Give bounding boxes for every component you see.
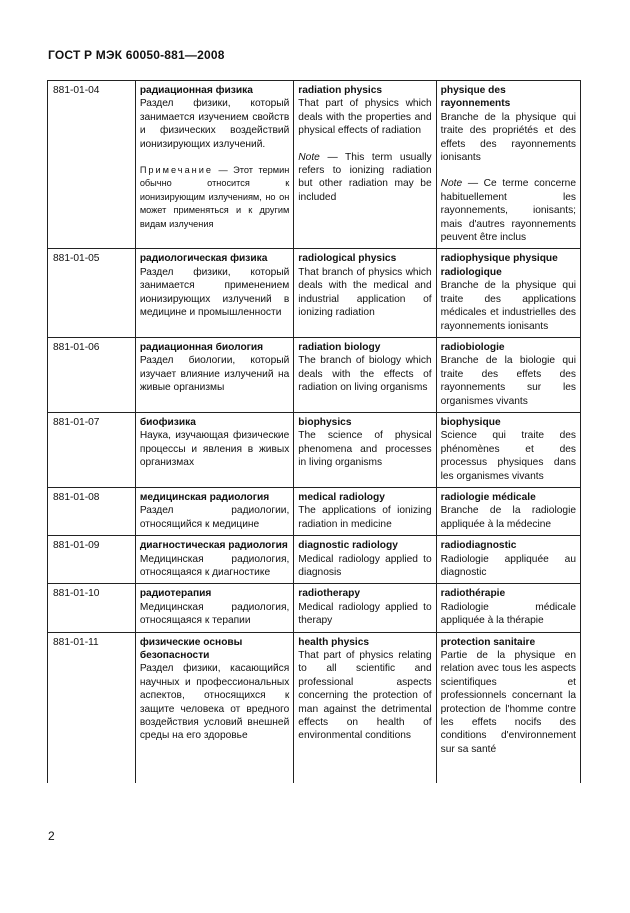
term-cell-fr	[436, 412, 580, 487]
definition-ru: Раздел физики, касающийся научных и профессиональных аспектов, относящихся к защите человека от вредного воздействия условий внешней среды на его здоровье	[139, 663, 290, 742]
table-row	[48, 81, 581, 249]
term-code: 881-01-10	[48, 584, 136, 632]
term-code: 881-01-04	[48, 81, 136, 249]
term-cell-en	[294, 81, 436, 249]
definition-ru: Медицинская радиология, относящаяся к диагностике	[139, 553, 290, 578]
note-fr	[441, 177, 576, 244]
definition-en: The applications of ionizing radiation in medicine	[298, 505, 432, 530]
term-en: radiological physics	[298, 253, 397, 265]
note-label-en: Note	[298, 151, 320, 163]
term-en: radiotherapy	[298, 588, 361, 600]
term-cell-en	[294, 632, 436, 783]
term-cell-ru	[135, 337, 293, 412]
term-cell-en	[294, 487, 436, 535]
term-code: 881-01-06	[48, 337, 136, 412]
term-ru: биофизика	[139, 416, 196, 428]
definition-fr: Radiologie médicale appliquée à la thérapie	[440, 601, 576, 627]
term-code: 881-01-05	[48, 249, 136, 337]
definition-en: Medical radiology applied to diagnosis	[298, 553, 432, 578]
term-en: medical radiology	[298, 491, 385, 503]
term-ru: радиационная физика	[139, 85, 253, 96]
term-en: radiation physics	[298, 85, 383, 96]
term-cell-ru	[135, 412, 293, 487]
term-cell-en	[294, 536, 436, 584]
term-code: 881-01-09	[48, 536, 136, 584]
term-cell-ru	[135, 81, 293, 249]
note-ru	[140, 164, 289, 231]
terms-table	[47, 80, 581, 783]
term-cell-fr	[436, 81, 580, 249]
term-cell-ru	[135, 249, 293, 337]
definition-fr: Radiologie appliquée au diagnostic	[440, 553, 576, 578]
term-cell-ru	[135, 632, 293, 783]
term-cell-fr	[436, 632, 580, 783]
term-ru: радиотерапия	[139, 588, 212, 600]
note-label-fr: Note	[440, 178, 463, 190]
term-cell-en	[294, 337, 436, 412]
note-text-ru: — Этот термин обычно относится к ионизирующим излучениям, но он может применяться и к другим видам излучения	[139, 165, 290, 229]
term-en: radiation biology	[298, 341, 381, 353]
definition-fr: Branche de la physique qui traite des applications médicales et industrielles des rayonnements ionisants	[440, 280, 576, 332]
term-fr: biophysique	[440, 416, 501, 428]
term-cell-fr	[436, 337, 580, 412]
term-en: health physics	[298, 636, 370, 648]
table-row	[48, 536, 581, 584]
page-number: 2	[48, 829, 55, 843]
term-fr: physique des rayonnements	[440, 85, 511, 110]
term-fr: radiodiagnostic	[440, 540, 517, 552]
term-cell-en	[294, 249, 436, 337]
table-row	[48, 487, 581, 535]
note-label-ru: Примечание	[139, 165, 213, 176]
definition-fr: Branche de la physique qui traite des propriétés et des effets des rayonnements ionisants	[440, 111, 576, 164]
term-en: diagnostic radiology	[298, 540, 398, 552]
term-fr: protection sanitaire	[440, 636, 536, 648]
document-header: ГОСТ Р МЭК 60050-881—2008	[48, 48, 225, 62]
note-en	[298, 151, 431, 205]
definition-en: The science of physical phenomena and processes in living organisms	[298, 430, 432, 469]
term-ru: радиационная биология	[139, 341, 264, 353]
definition-ru: Раздел физики, который занимается изучением свойств и физических воздействий ионизирующих излучений.	[139, 98, 290, 150]
table-row	[48, 412, 581, 487]
definition-fr: Partie de la physique en relation avec tous les aspects scientifiques et professionnels concernant la protection de l'homme contre les effets nocifs des conditions d'environnement sur sa santé	[440, 650, 576, 755]
term-cell-fr	[436, 584, 580, 632]
note-text-fr: — Ce terme concerne habituellement les rayonnements, ionisants; mais d'autres rayonnements peuvent être inclus	[440, 178, 576, 244]
term-cell-ru	[135, 584, 293, 632]
term-cell-fr	[436, 249, 580, 337]
definition-ru: Раздел радиологии, относящийся к медицине	[139, 505, 290, 530]
definition-fr: Branche de la biologie qui traite des effets des rayonnements sur les organismes vivants	[440, 355, 576, 407]
note-text-en: — This term usually refers to ionizing radiation but other radiation may be included	[298, 151, 432, 203]
definition-fr: Branche de la radiologie appliquée à la médecine	[440, 505, 576, 530]
term-cell-en	[294, 412, 436, 487]
definition-ru: Медицинская радиология, относящаяся к терапии	[139, 601, 290, 627]
term-cell-en	[294, 584, 436, 632]
term-ru: диагностическая радиология	[139, 540, 288, 552]
term-fr: radiophysique physique radiologique	[440, 253, 558, 278]
term-cell-fr	[436, 536, 580, 584]
definition-fr: Science qui traite des phénomènes et des processus physiques dans les organismes vivants	[440, 430, 576, 482]
term-ru: радиологическая физика	[139, 253, 268, 265]
definition-en: That part of physics which deals with the properties and physical effects of radiation	[298, 98, 432, 137]
table-row	[48, 632, 581, 783]
definition-ru: Наука, изучающая физические процессы и явления в живых организмах	[139, 430, 290, 469]
term-ru: физические основы безопасности	[139, 636, 243, 662]
definition-en: Medical radiology applied to therapy	[298, 601, 432, 627]
term-ru: медицинская радиология	[139, 491, 270, 503]
term-fr: radiologie médicale	[440, 491, 536, 503]
definition-en: That part of physics relating to all scientific and professional aspects concerning the protection of man against the detrimental effects on health of environmental conditions	[298, 650, 432, 742]
term-fr: radiothérapie	[440, 588, 506, 600]
term-cell-ru	[135, 536, 293, 584]
table-row	[48, 249, 581, 337]
table-row	[48, 584, 581, 632]
term-cell-ru	[135, 487, 293, 535]
definition-en: The branch of biology which deals with the effects of radiation on living organisms	[298, 355, 432, 394]
term-en: biophysics	[298, 416, 352, 428]
term-fr: radiobiologie	[440, 341, 505, 353]
definition-ru: Раздел физики, который занимается применением ионизирующих излучений в медицине и промышленности	[139, 266, 290, 319]
term-code: 881-01-11	[48, 632, 136, 783]
table-row	[48, 337, 581, 412]
term-cell-fr	[436, 487, 580, 535]
term-code: 881-01-08	[48, 487, 136, 535]
definition-ru: Раздел биологии, который изучает влияние излучений на живые организмы	[139, 355, 290, 394]
term-code: 881-01-07	[48, 412, 136, 487]
definition-en: That branch of physics which deals with the medical and industrial application of ionizing radiation	[298, 266, 432, 319]
